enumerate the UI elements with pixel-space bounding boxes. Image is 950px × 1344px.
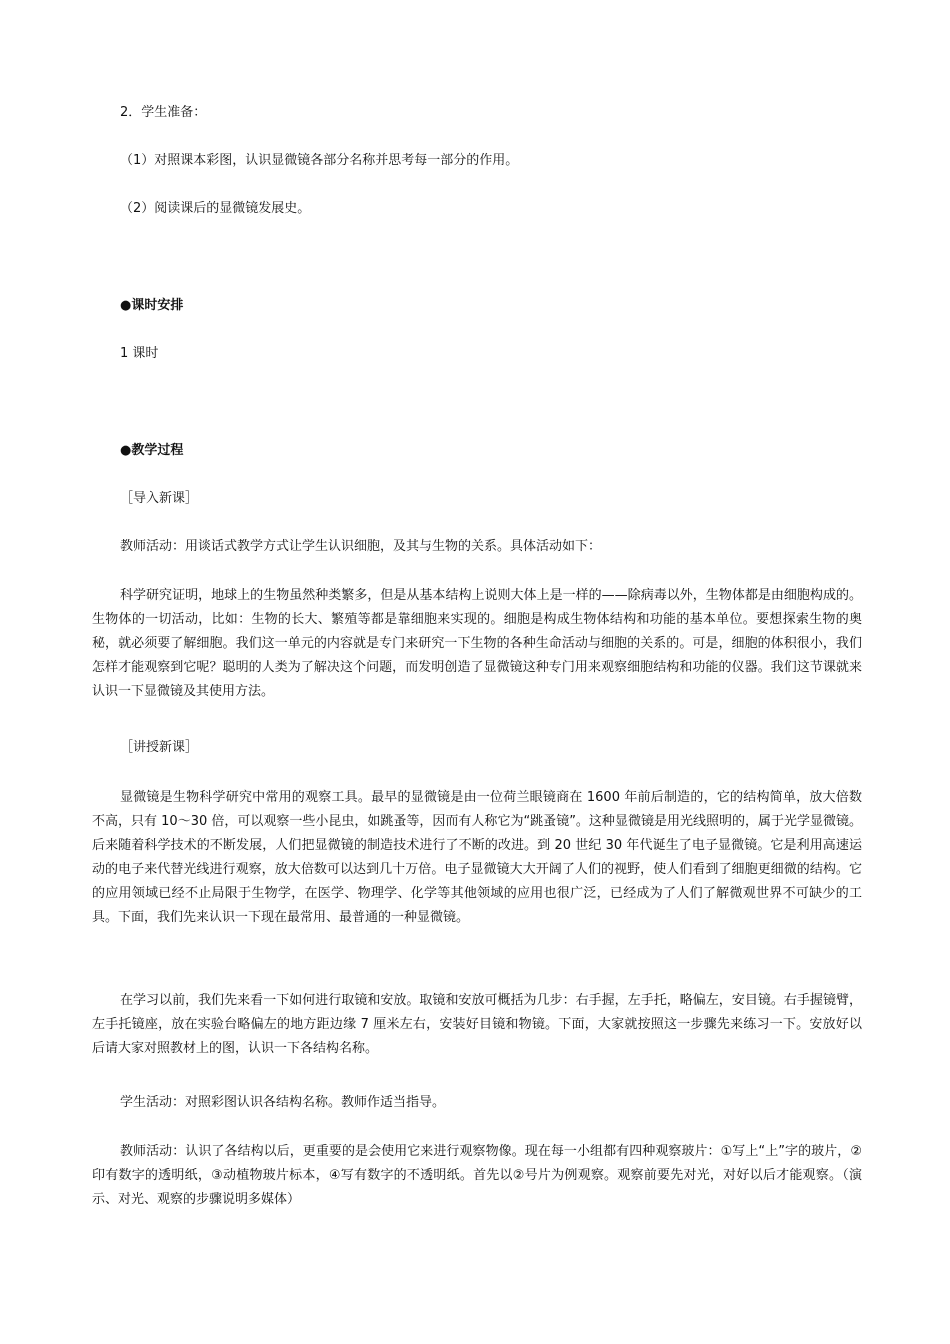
schedule-value: 1 课时 — [120, 346, 159, 361]
schedule-heading: ●课时安排 — [120, 298, 184, 313]
student-activity: 学生活动：对照彩图认识各结构名称。教师作适当指导。 — [120, 1095, 446, 1110]
student-prep-item-1: （1）对照课本彩图，认识显微镜各部分名称并思考每一部分的作用。 — [120, 153, 519, 168]
student-prep-item-2: （2）阅读课后的显微镜发展史。 — [120, 201, 311, 216]
handling-paragraph: 在学习以前，我们先来看一下如何进行取镜和安放。取镜和安放可概括为几步：右手握，左手托，略偏左，安目镜。右手握镜臂，左手托镜座，放在实验台略偏左的地方距边缘 7 厘米左右，安装好目镜和物镜。下面，大家就按照这一步骤先来练习一下。安放好以后请大家对照教材上的图，认识一下各结构名称。 — [92, 993, 862, 1056]
process-heading: ●教学过程 — [120, 443, 184, 458]
microscope-history-paragraph: 显微镜是生物科学研究中常用的观察工具。最早的显微镜是由一位荷兰眼镜商在 1600 年前后制造的，它的结构简单，放大倍数不高，只有 10～30 倍，可以观察一些小昆虫，如跳蚤等，因而有人称它为“跳蚤镜”。这种显微镜是用光线照明的，属于光学显微镜。后来随着科学技术的不断发展，人们把显微镜的制造技术进行了不断的改进。到 20 世纪 30 年代诞生了电子显微镜。它是利用高速运动的电子来代替光线进行观察，放大倍数可以达到几十万倍。电子显微镜大大开阔了人们的视野，使人们看到了细胞更细微的结构。它的应用领域已经不止局限于生物学，在医学、物理学、化学等其他领域的应用也很广泛，已经成为了人们了解微观世界不可缺少的工具。下面，我们先来认识一下现在最常用、最普通的一种显微镜。 — [92, 790, 862, 925]
teacher-activity-intro: 教师活动：用谈话式教学方式让学生认识细胞，及其与生物的关系。具体活动如下： — [120, 539, 602, 554]
student-prep-heading: 2．学生准备： — [120, 105, 207, 120]
new-lesson-section-label: ［讲授新课］ — [120, 740, 199, 755]
intro-section-label: ［导入新课］ — [120, 491, 199, 506]
intro-paragraph: 科学研究证明，地球上的生物虽然种类繁多，但是从基本结构上说则大体上是一样的——除病毒以外，生物体都是由细胞构成的。生物体的一切活动，比如：生物的长大、繁殖等都是靠细胞来实现的。细胞是构成生物体结构和功能的基本单位。要想探索生物的奥秘，就必须要了解细胞。我们这一单元的内容就是专门来研究一下生物的各种生命活动与细胞的关系的。可是，细胞的体积很小，我们怎样才能观察到它呢？聪明的人类为了解决这个问题，而发明创造了显微镜这种专门用来观察细胞结构和功能的仪器。我们这节课就来认识一下显微镜及其使用方法。 — [92, 588, 862, 699]
observation-paragraph: 教师活动：认识了各结构以后，更重要的是会使用它来进行观察物像。现在每一小组都有四种观察玻片：①写上“上”字的玻片，②印有数字的透明纸，③动植物玻片标本，④写有数字的不透明纸。首先以②号片为例观察。观察前要先对光，对好以后才能观察。（演示、对光、观察的步骤说明多媒体） — [92, 1144, 862, 1207]
